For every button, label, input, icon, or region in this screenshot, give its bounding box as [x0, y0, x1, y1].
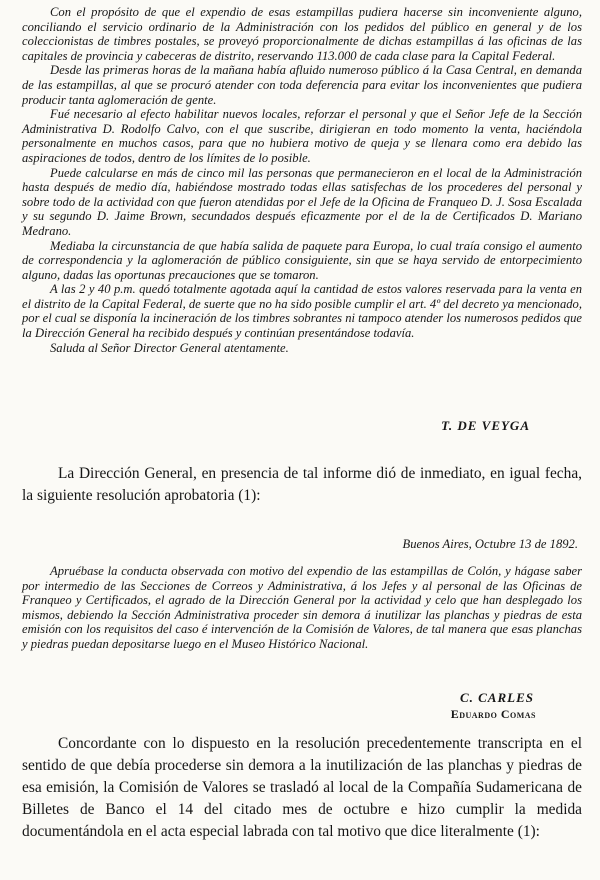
closing-paragraph: Concordante con lo dispuesto en la resolución precedentemente transcripta en el sentido de que debía procederse sin demora a la inutilización de las planchas y piedras de esa emisión, la Comisión de Valores se trasladó al local de la Compañía Sudamericana de Billetes de Banco el 14 del citado mes de octubre e hizo cumplir la medida documentándola en el acta especial labrada con tal motivo que dice literalmente (1):	[22, 735, 582, 840]
report-body	[22, 5, 582, 355]
report-paragraph: Puede calcularse en más de cinco mil las personas que permanecieron en el local de la Administración hasta después de medio día, habiéndose mostrado todas ellas satisfechas de los procederes del personal y sobre todo de la actividad con que fueron atendidas por el Jefe de la Oficina de Franqueo D. J. Sosa Escalada y su segundo D. Jaime Brown, secundados después eficazmente por el de la de Certificados D. Mariano Medrano.	[22, 165, 582, 238]
report-paragraph: Desde las primeras horas de la mañana había afluido numeroso público á la Casa Central, en demanda de las estampillas, al que se procuró atender con toda deferencia para evitar los inconvenientes que pudiera producir tanta aglomeración de gente.	[22, 63, 582, 107]
report-closing: Saluda al Señor Director General atentamente.	[50, 340, 289, 355]
report-signature: T. DE VEYGA	[441, 418, 530, 433]
report-paragraph: Fué necesario al efecto habilitar nuevos locales, reforzar el personal y que el Señor Jefe de la Sección Administrativa D. Rodolfo Calvo, con el que suscribe, dirigieran en todo momento la venta, haciéndola personalmente en muchos casos, para que no hubiera motivo de queja y se llenara como era debido las aspiraciones de todos, dentro de los límites de lo posible.	[22, 107, 582, 165]
report-paragraph: A las 2 y 40 p.m. quedó totalmente agotada aquí la cantidad de estos valores reservada para la venta en el distrito de la Capital Federal, de suerte que no ha sido posible cumplir el art. 4º del decreto ya mencionado, por el cual se disponía la incineración de los timbres sobrantes ni tampoco atender los numerosos pedidos que la Dirección General ha recibido después y continúan presentándose todavía.	[22, 282, 582, 341]
report-paragraph: Con el propósito de que el expendio de esas estampillas pudiera hacerse sin inconveniente alguno, conciliando el servicio ordinario de la Administración con los pedidos del público en general y de los coleccionistas de timbres postales, se proveyó proporcionalmente de dichas estampillas á las oficinas de las capitales de provincia y cabeceras de distrito, reservando 113.000 de cada clase para la Capital Federal.	[22, 5, 582, 63]
report-paragraph: Mediaba la circunstancia de que había salida de paquete para Europa, lo cual traía consigo el aumento de correspondencia y la aglomeración de público consiguiente, sin que se haya servido de entorpecimiento alguno, dadas las oportunas precauciones que se tomaron.	[22, 238, 582, 282]
resolution-intro: La Dirección General, en presencia de tal informe dió de inmediato, en igual fecha, la siguiente resolución aprobatoria (1):	[22, 465, 582, 504]
resolution-dateline: Buenos Aires, Octubre 13 de 1892.	[402, 537, 578, 551]
resolution-text: Apruébase la conducta observada con motivo del expendio de las estampillas de Colón, y hágase saber por intermedio de las Secciones de Correos y Administrativa, á los Jefes y al personal de las Oficinas de Franqueo y Certificados, el agrado de la Dirección General por la actividad y celo que han desplegado los mismos, debiendo la Sección Administrativa proceder sin demora á inutilizar las planchas y piedras de esta emisión con los requisitos del caso é intervención de la Comisión de Valores, de tal manera que esas planchas y piedras puedan depositarse luego en el Museo Histórico Nacional.	[22, 564, 582, 651]
signer-comas: Eduardo Comas	[450, 707, 536, 721]
signer-carles: C. CARLES	[459, 690, 534, 705]
